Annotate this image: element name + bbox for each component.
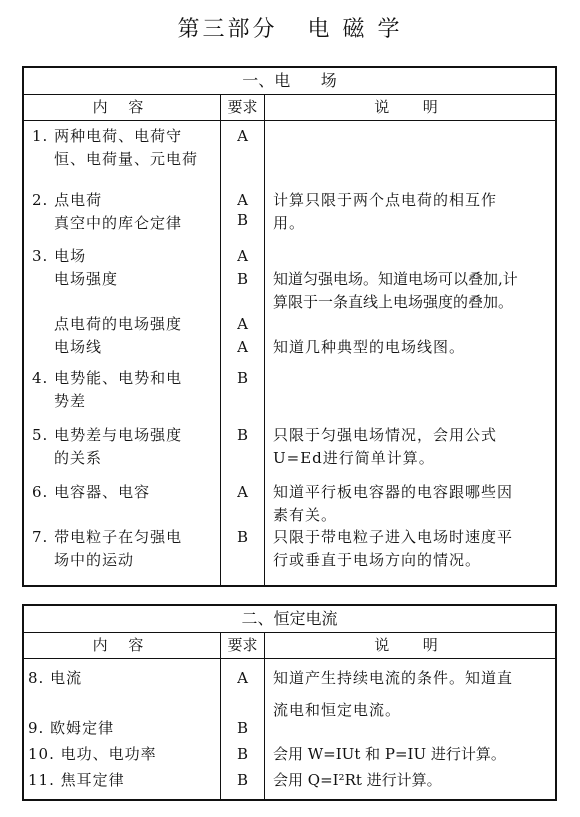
note-line: 算限于一条直线上电场强度的叠加。 bbox=[273, 293, 514, 311]
content-line: 恒、电荷量、元电荷 bbox=[54, 150, 199, 168]
content-column bbox=[24, 659, 221, 799]
note-line: 知道匀强电场。知道电场可以叠加,计 bbox=[273, 270, 518, 288]
note-line: 知道产生持续电流的条件。知道直 bbox=[273, 669, 514, 687]
header-content: 内 容 bbox=[24, 95, 221, 120]
content-line: 10. 电功、电功率 bbox=[28, 745, 157, 763]
content-line: 势差 bbox=[54, 392, 87, 410]
note-line: 流电和恒定电流。 bbox=[273, 701, 402, 719]
requirement-level: B bbox=[236, 426, 249, 444]
header-content: 内 容 bbox=[24, 633, 221, 658]
table-body bbox=[24, 659, 555, 799]
note-column bbox=[265, 659, 555, 799]
requirement-level: B bbox=[236, 719, 249, 737]
content-line: 电场强度 bbox=[54, 270, 119, 288]
content-line: 的关系 bbox=[54, 449, 103, 467]
requirement-level: B bbox=[236, 369, 249, 387]
content-line: 电场线 bbox=[54, 338, 103, 356]
note-line: 计算只限于两个点电荷的相互作 bbox=[273, 191, 498, 209]
content-line: 2. 点电荷 bbox=[32, 191, 103, 209]
note-line: 行或垂直于电场方向的情况。 bbox=[273, 551, 482, 569]
table-header bbox=[24, 633, 555, 659]
content-line: 11. 焦耳定律 bbox=[28, 771, 125, 789]
note-line: 会用 Q=I²Rt 进行计算。 bbox=[273, 771, 442, 789]
header-requirement: 要求 bbox=[221, 633, 265, 658]
note-line: 用。 bbox=[273, 214, 306, 232]
requirement-column bbox=[221, 659, 265, 799]
content-line: 3. 电场 bbox=[32, 247, 87, 265]
note-line: 只限于匀强电场情况，会用公式 bbox=[273, 426, 498, 444]
content-column bbox=[24, 121, 221, 585]
header-requirement: 要求 bbox=[221, 95, 265, 120]
table-header bbox=[24, 95, 555, 121]
requirement-column bbox=[221, 121, 265, 585]
header-note: 说 明 bbox=[374, 98, 446, 116]
electric-field-table bbox=[22, 66, 557, 587]
note-line: 知道几种典型的电场线图。 bbox=[273, 338, 466, 356]
content-line: 8. 电流 bbox=[28, 669, 83, 687]
requirement-level: B bbox=[236, 771, 249, 789]
requirement-level: B bbox=[236, 270, 249, 288]
requirement-level: A bbox=[237, 247, 248, 265]
content-line: 场中的运动 bbox=[54, 551, 135, 569]
content-line: 4. 电势能、电势和电 bbox=[32, 369, 183, 387]
content-line: 6. 电容器、电容 bbox=[32, 483, 151, 501]
content-line: 5. 电势差与电场强度 bbox=[32, 426, 183, 444]
note-column bbox=[265, 121, 555, 585]
requirement-level: A bbox=[237, 669, 248, 687]
requirement-level: A bbox=[237, 483, 248, 501]
content-line: 点电荷的电场强度 bbox=[54, 315, 183, 333]
requirement-level: A bbox=[237, 127, 248, 145]
note-line: U=Ed进行简单计算。 bbox=[273, 449, 435, 467]
content-line: 9. 欧姆定律 bbox=[28, 719, 115, 737]
constant-current-table bbox=[22, 604, 557, 801]
table-body bbox=[24, 121, 555, 585]
requirement-level: A bbox=[237, 191, 248, 209]
requirement-level: A bbox=[237, 315, 248, 333]
header-note: 说 明 bbox=[374, 636, 446, 654]
requirement-level: B bbox=[236, 528, 249, 546]
content-line: 7. 带电粒子在匀强电 bbox=[32, 528, 183, 546]
table-title: 一、电 场 bbox=[24, 68, 555, 95]
content-line: 真空中的库仑定律 bbox=[54, 214, 183, 232]
requirement-level: B bbox=[236, 745, 249, 763]
note-line: 知道平行板电容器的电容跟哪些因 bbox=[273, 483, 514, 501]
requirement-level: B bbox=[236, 211, 249, 229]
requirement-level: A bbox=[237, 338, 248, 356]
note-line: 会用 W=IUt 和 P=IU 进行计算。 bbox=[273, 745, 506, 763]
note-line: 只限于带电粒子进入电场时速度平 bbox=[273, 528, 514, 546]
content-line: 1. 两种电荷、电荷守 bbox=[32, 127, 183, 145]
page-title: 第三部分 电 磁 学 bbox=[177, 17, 403, 42]
table-title: 二、恒定电流 bbox=[24, 606, 555, 633]
note-line: 素有关。 bbox=[273, 506, 338, 524]
